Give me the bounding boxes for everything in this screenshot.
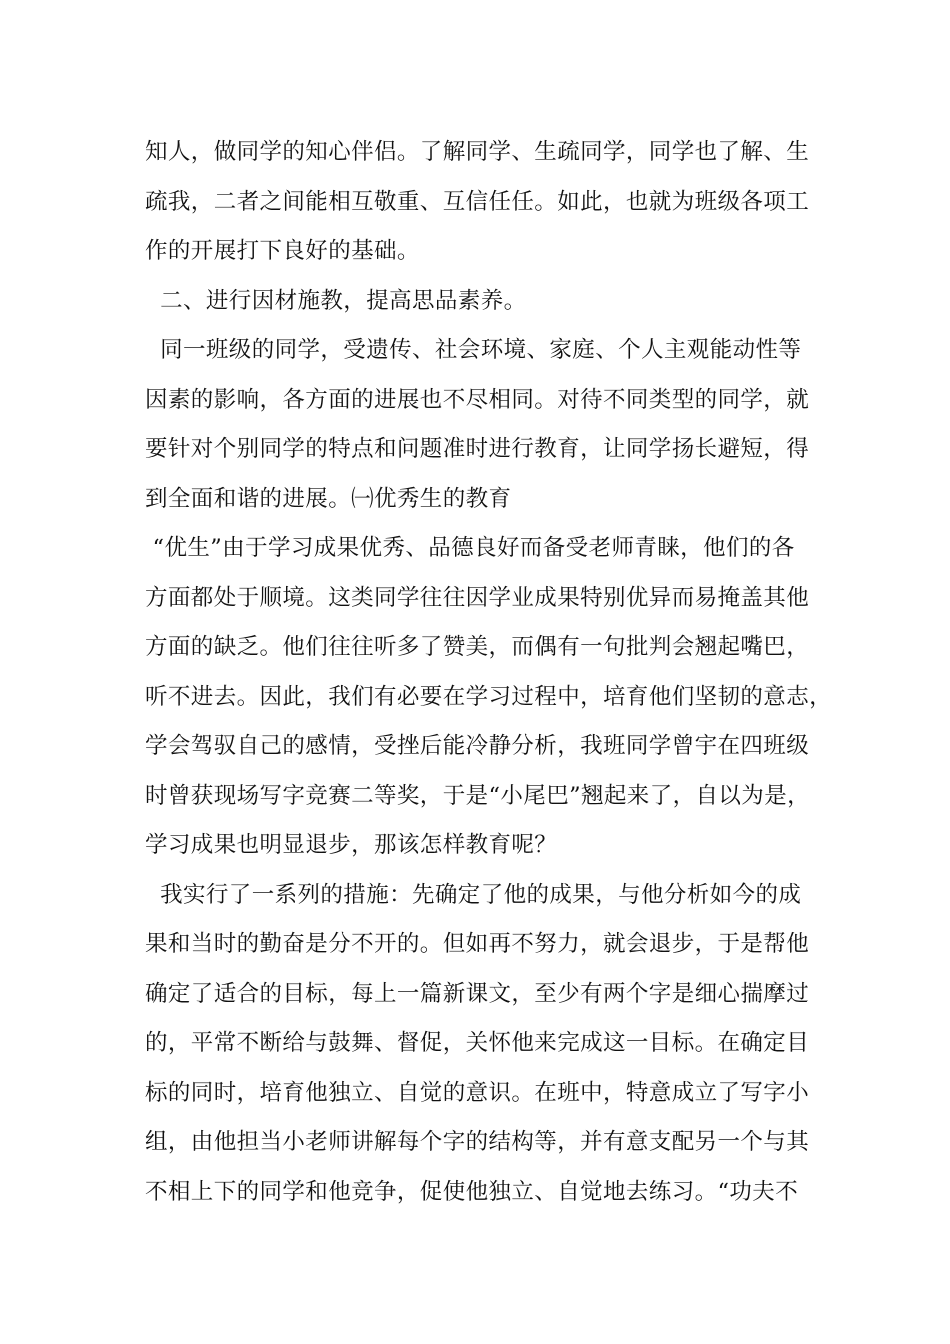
text-line: 到全面和谐的进展。㈠优秀生的教育 [145, 485, 512, 512]
text-line: 不相上下的同学和他竞争，促使他独立、自觉地去练习。“功夫不 [145, 1178, 799, 1205]
text-line: 作的开展打下良好的基础。 [145, 238, 420, 264]
text-line: 同一班级的同学，受遗传、社会环境、家庭、个人主观能动性等 [145, 337, 802, 363]
text-line: 的，平常不断给与鼓舞、督促，关怀他来完成这一目标。在确定目 [145, 1030, 810, 1056]
text-line: 学习成果也明显退步，那该怎样教育呢？ [145, 832, 558, 858]
text-line: 方面的缺乏。他们往往听多了赞美，而偶有一句批判会翘起嘴巴， [145, 634, 810, 660]
text-line: 要针对个别同学的特点和问题准时进行教育，让同学扬长避短，得 [145, 436, 810, 462]
text-line: 疏我，二者之间能相互敬重、互信任任。如此，也就为班级各项工 [145, 188, 810, 215]
text-line: 确定了适合的目标，每上一篇新课文，至少有两个字是细心揣摩过 [145, 980, 810, 1007]
text-line: 知人，做同学的知心伴侣。了解同学、生疏同学，同学也了解、生 [145, 139, 810, 165]
text-line: 因素的影响，各方面的进展也不尽相同。对待不同类型的同学，就 [145, 386, 810, 413]
text-line: 组，由他担当小老师讲解每个字的结构等，并有意支配另一个与其 [145, 1129, 810, 1155]
text-line: 时曾获现场写字竞赛二等奖，于是“小尾巴”翘起来了，自以为是， [145, 782, 811, 809]
text-line: 听不进去。因此，我们有必要在学习过程中，培育他们坚韧的意志， [145, 683, 833, 710]
body-text [145, 128, 845, 1217]
text-line: 标的同时，培育他独立、自觉的意识。在班中，特意成立了写字小 [145, 1079, 810, 1106]
text-line: 学会驾驭自己的感情，受挫后能冷静分析，我班同学曾宇在四班级 [145, 733, 810, 759]
text-line: 方面都处于顺境。这类同学往往因学业成果特别优异而易掩盖其他 [145, 584, 810, 611]
section-heading: 二、进行因材施教，提高思品素养。 [145, 287, 527, 314]
text-line: 我实行了一系列的措施：先确定了他的成果，与他分析如今的成 [145, 881, 802, 908]
text-line: 果和当时的勤奋是分不开的。但如再不努力，就会退步，于是帮他 [145, 931, 810, 957]
text-line: “优生”由于学习成果优秀、品德良好而备受老师青睐，他们的各 [145, 535, 795, 561]
